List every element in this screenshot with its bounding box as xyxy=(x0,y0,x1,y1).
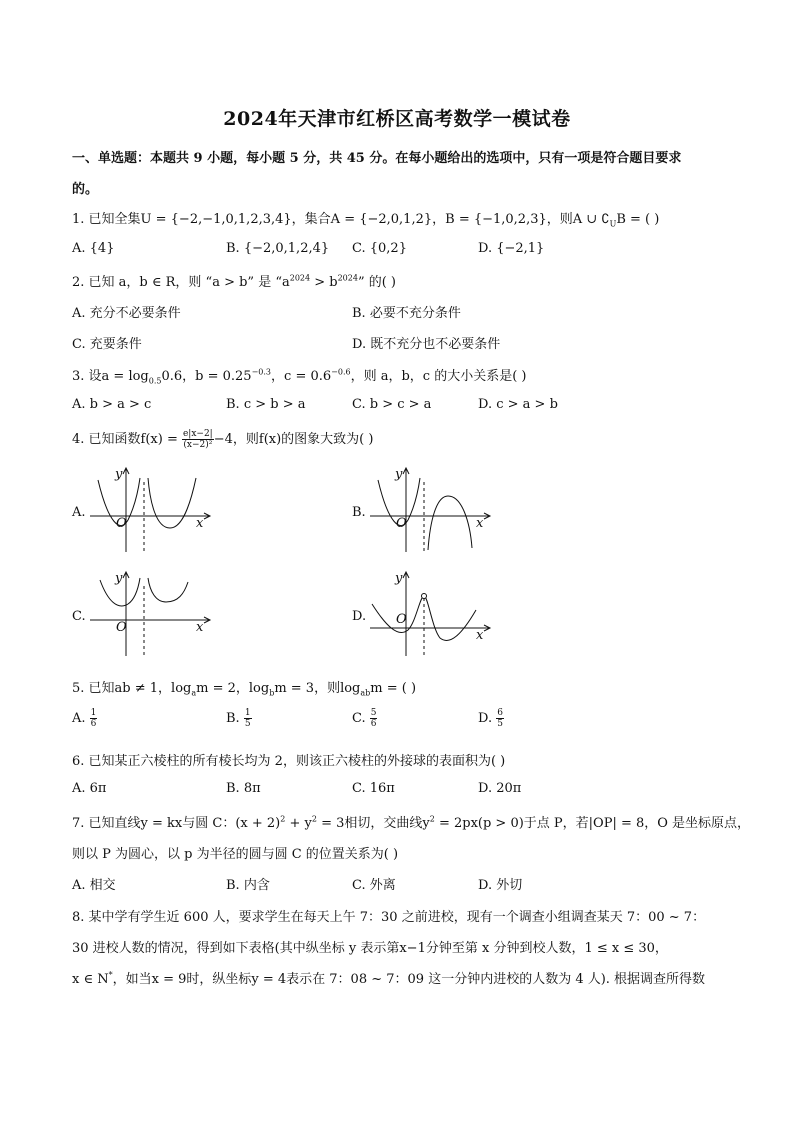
q1-stem: 1. 已知全集U = {−2,−1,0,1,2,3,4}，集合A = {−2,0,1,2}，B = {−1,0,2,3}，则A ∪ $∁_UB$ = ( ) xyxy=(72,212,660,229)
q8-stem-line3: x ∈ N*，如当x = 9时，纵坐标y = 4表示在 7：08 ~ 7：09 这一分钟内进校的人数为 4 人). 根据调查所得数 xyxy=(72,970,706,987)
page-title: 2024年天津市红桥区高考数学一模试卷 xyxy=(223,108,571,130)
q4-option-c-label: C. xyxy=(72,609,86,624)
q7-option-a: A. 相交 xyxy=(72,878,116,893)
q7-stem-line1: 7. 已知直线y = kx与圆 C：$(x + 2)^2 + y^2 = 3$相切，交曲线$y^2 = 2px(p > 0)$于点 P，若|OP| = 8，O 是坐标原点， xyxy=(72,814,751,831)
q7-stem-line2: 则以 P 为圆心，以 p 为半径的圆与圆 C 的位置关系为( ) xyxy=(72,847,399,862)
q6-stem: 6. 已知某正六棱柱的所有棱长均为 2，则该正六棱柱的外接球的表面积为( ) xyxy=(72,754,506,769)
q4-graph-b-y-label: y xyxy=(395,467,403,482)
q2-option-d: D. 既不充分也不必要条件 xyxy=(352,337,501,352)
q8-stem-line1: 8. 某中学有学生近 600 人，要求学生在每天上午 7：30 之前进校，现有一个调查小组调查某天 7：00 ~ 7： xyxy=(72,910,706,925)
q4-stem: 4. 已知函数f(x) = $\frac{e|x-2|}{\text{(x−2)²}}$ −4，则f(x)的图象大致为( ) xyxy=(72,429,374,450)
q4-graph-d xyxy=(366,566,496,658)
q4-graph-b-x-label: x xyxy=(476,516,484,531)
q7-option-b: B. 内含 xyxy=(226,878,270,893)
q4-graph-c-x-label: x xyxy=(196,620,204,635)
q2-option-c: C. 充要条件 xyxy=(72,337,142,352)
q3-stem: 3. 设$a = \log_{0.5}0.6$，$b = 0.25^{-0.3}$，$c = 0.6^{-0.6}$，则 a，b，c 的大小关系是( ) xyxy=(72,367,527,386)
section-header-line2: 的。 xyxy=(72,182,99,197)
q4-graph-a xyxy=(86,462,216,554)
q4-graph-c-y-label: y xyxy=(115,571,123,586)
q5-option-b: B. $\frac{1}{5}$ xyxy=(226,708,251,729)
q6-option-d: D. 20π xyxy=(478,781,522,796)
q6-option-b: B. 8π xyxy=(226,781,261,796)
section-header-line1: 一、单选题：本题共 9 小题，每小题 5 分，共 45 分。在每小题给出的选项中，只有一项是符合题目要求 xyxy=(72,151,682,166)
q2-option-a: A. 充分不必要条件 xyxy=(72,306,181,321)
q4-graph-d-y-label: y xyxy=(395,571,403,586)
q4-graph-d-origin: O xyxy=(396,612,407,627)
q4-graph-a-y-label: y xyxy=(115,467,123,482)
q5-option-d: D. $\frac{6}{5}$ xyxy=(478,708,503,729)
q5-option-a: A. $\frac{1}{6}$ xyxy=(72,708,97,729)
q4-graph-c-origin: O xyxy=(116,620,127,635)
q5-option-c: C. $\frac{5}{6}$ xyxy=(352,708,377,729)
q4-graph-b xyxy=(366,462,496,554)
q3-option-c: C. b > c > a xyxy=(352,397,432,412)
q3-option-d: D. c > a > b xyxy=(478,397,558,412)
q6-option-c: C. 16π xyxy=(352,781,395,796)
q8-stem-line2: 30 进校人数的情况，得到如下表格(其中纵坐标 y 表示第x−1分钟至第 x 分钟到校人数，1 ≤ x ≤ 30， xyxy=(72,941,668,956)
q1-option-a: A. {4} xyxy=(72,241,115,256)
q5-stem: 5. 已知ab ≠ 1，$\log_am = 2$，$\log_bm = 3$，则$\log_{ab}m$ = ( ) xyxy=(72,681,417,698)
q2-stem: 2. 已知 a，b ∈ R，则 “a > b” 是 “$a^{2024} > b^{2024}$” 的( ) xyxy=(72,273,396,290)
q4-graph-a-origin: O xyxy=(116,516,127,531)
q4-graph-b-origin: O xyxy=(396,516,407,531)
q7-option-c: C. 外离 xyxy=(352,878,396,893)
q1-option-c: C. {0,2} xyxy=(352,241,407,256)
q4-graph-d-x-label: x xyxy=(476,628,484,643)
q3-option-a: A. b > a > c xyxy=(72,397,152,412)
q4-graph-c xyxy=(86,566,216,658)
q1-option-b: B. {−2,0,1,2,4} xyxy=(226,241,330,256)
q4-fraction: $\frac{e|x-2|}{\text{(x−2)²}}$ xyxy=(182,429,213,450)
q4-option-a-label: A. xyxy=(72,505,86,520)
q7-option-d: D. 外切 xyxy=(478,878,523,893)
q3-option-b: B. c > b > a xyxy=(226,397,306,412)
q4-option-b-label: B. xyxy=(352,505,366,520)
q4-option-d-label: D. xyxy=(352,609,367,624)
q2-option-b: B. 必要不充分条件 xyxy=(352,306,461,321)
q4-graph-a-x-label: x xyxy=(196,516,204,531)
q1-option-d: D. {−2,1} xyxy=(478,241,545,256)
q6-option-a: A. 6π xyxy=(72,781,107,796)
